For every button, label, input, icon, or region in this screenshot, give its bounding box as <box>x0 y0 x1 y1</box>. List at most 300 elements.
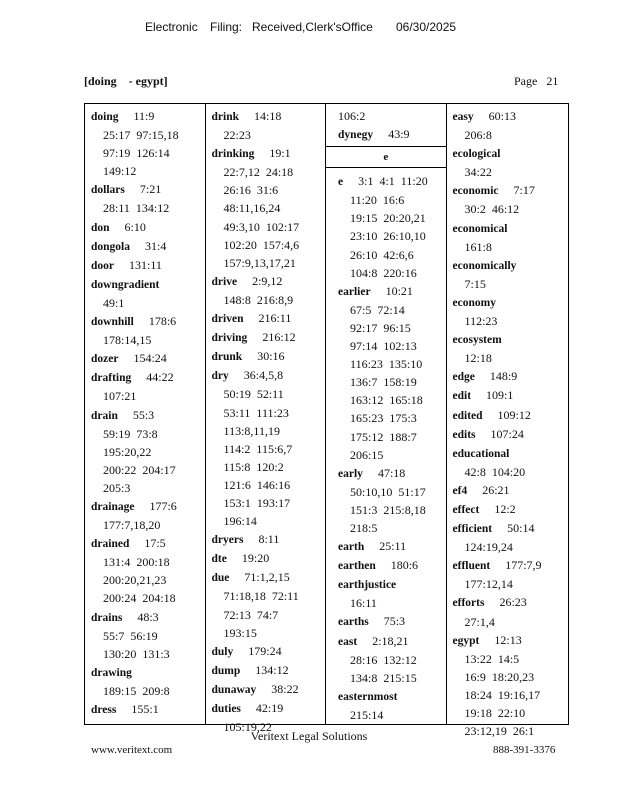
index-term-line <box>453 144 569 163</box>
index-term-line <box>338 464 445 483</box>
index-ref: 109:1 <box>486 388 514 403</box>
index-entry-group <box>326 125 445 144</box>
footer-phone: 888-391-3376 <box>493 744 556 756</box>
index-term: educational <box>452 447 510 460</box>
index-ref: 130:20 131:3 <box>103 646 170 661</box>
index-entry-group <box>453 144 569 181</box>
index-ref: 18:24 19:16,17 <box>464 687 541 702</box>
index-entry-group <box>91 107 205 180</box>
index-term: effluent <box>452 560 491 573</box>
index-term-line <box>91 275 205 294</box>
index-term-line <box>453 406 569 425</box>
index-ref: 53:11 111:23 <box>223 405 289 420</box>
index-ref: 106:2 <box>338 109 366 123</box>
index-entry-group <box>91 663 205 700</box>
index-term-line <box>453 293 569 312</box>
footer-company: Veritext Legal Solutions <box>250 729 368 743</box>
index-term: door <box>91 259 114 272</box>
index-entry <box>91 218 205 237</box>
index-entry <box>332 537 445 556</box>
index-ref: 116:23 135:10 <box>350 357 423 372</box>
index-range: [doing - egypt] <box>84 74 168 88</box>
index-ref: 177:12,14 <box>464 577 513 592</box>
index-term-line <box>91 368 205 387</box>
index-entry <box>212 144 326 272</box>
index-column-4 <box>447 104 569 739</box>
index-term: duly <box>211 645 234 658</box>
index-ref: 49:3,10 102:17 <box>223 219 300 234</box>
index-term-line <box>338 125 445 144</box>
index-entry-group <box>91 256 205 275</box>
index-ref: 3:1 4:1 11:20 <box>358 174 428 189</box>
index-entry-group <box>91 349 205 368</box>
index-ref: 26:16 31:6 <box>223 183 279 198</box>
index-term: doing <box>91 111 119 123</box>
index-ref: 26:21 <box>482 482 510 497</box>
index-ref: 102:20 157:4,6 <box>223 237 300 252</box>
index-term: economically <box>452 259 517 272</box>
index-term: earthen <box>338 560 376 573</box>
index-term: downgradient <box>91 278 160 291</box>
index-term: drainage <box>91 500 135 513</box>
index-entry-group <box>326 464 445 537</box>
index-term-line <box>212 144 326 163</box>
index-entry <box>91 368 205 405</box>
index-term: egypt <box>452 634 480 647</box>
index-term: dollars <box>91 184 125 197</box>
index-ref: 218:5 <box>350 520 378 535</box>
page-number: Page 21 <box>514 74 559 88</box>
index-ref: 200:22 204:17 <box>103 462 176 477</box>
index-entry-group <box>453 386 569 405</box>
index-ref: 107:24 <box>490 426 524 441</box>
index-entry-group <box>212 366 326 530</box>
index-ref: 134:12 <box>255 662 289 677</box>
index-ref: 71:18,18 72:11 <box>223 589 299 604</box>
index-term-line <box>212 328 326 347</box>
index-term-line <box>91 534 205 553</box>
index-ref: 48:3 <box>137 609 159 624</box>
index-entry <box>91 237 205 256</box>
index-term-line <box>453 386 569 405</box>
index-entry <box>453 181 569 218</box>
index-ref: 43:9 <box>388 127 410 142</box>
index-ref: 50:14 <box>507 521 535 536</box>
index-term-line <box>453 631 569 650</box>
index-term-line <box>91 608 205 627</box>
index-term-line <box>91 218 205 237</box>
index-entry <box>212 661 326 680</box>
index-ref: 47:18 <box>377 465 406 480</box>
index-ref: 44:22 <box>146 370 174 385</box>
index-entry <box>91 275 205 312</box>
index-term: dynegy <box>338 129 374 142</box>
index-ref: 113:8,11,19 <box>223 423 280 438</box>
index-ref: 13:22 14:5 <box>464 651 520 666</box>
index-entry-group <box>326 612 445 631</box>
index-entry <box>453 444 569 481</box>
index-entry-group <box>326 172 445 282</box>
index-ref: 60:13 <box>488 109 516 123</box>
index-entry <box>212 680 326 699</box>
index-ref: 193:15 <box>223 625 257 640</box>
index-ref: 206:8 <box>464 128 492 143</box>
index-term-line <box>212 568 326 587</box>
index-ref: 200:24 204:18 <box>103 591 176 606</box>
index-term: e <box>338 176 344 189</box>
index-ref: 30:16 <box>257 349 285 364</box>
index-entry-group <box>453 556 569 593</box>
index-term-line <box>338 537 445 556</box>
index-entry-group <box>453 519 569 556</box>
index-entry <box>453 425 569 444</box>
index-term: earth <box>338 541 365 554</box>
index-ref: 27:1,4 <box>464 614 495 629</box>
index-ref: 196:14 <box>223 514 257 529</box>
index-entry-group <box>453 500 569 519</box>
index-term: dress <box>91 704 117 716</box>
index-ref: 42:8 104:20 <box>464 464 526 479</box>
index-ref: 38:22 <box>271 681 299 696</box>
index-entry <box>212 272 326 309</box>
index-entry <box>212 328 326 347</box>
index-ref: 161:8 <box>464 239 492 254</box>
header-electronic: Electronic <box>145 20 198 34</box>
index-ref: 10:21 <box>385 283 413 298</box>
index-entry-group <box>212 272 326 309</box>
index-entry <box>91 700 205 719</box>
index-entry-group <box>212 144 326 272</box>
index-entry-group <box>453 330 569 367</box>
index-term-line <box>338 172 445 191</box>
index-ref: 25:11 <box>379 539 407 554</box>
index-ref: 23:12,19 26:1 <box>464 724 535 739</box>
index-entry-group <box>212 568 326 641</box>
index-ref: 7:15 <box>464 276 486 291</box>
index-column-1 <box>85 104 206 724</box>
index-ref: 131:11 <box>129 257 162 272</box>
index-entry <box>91 349 205 368</box>
index-ref: 28:16 132:12 <box>350 652 417 667</box>
index-ref: 49:1 <box>103 295 125 310</box>
index-ref: 36:4,5,8 <box>243 368 284 383</box>
index-entry <box>332 556 445 575</box>
index-term: economical <box>452 222 508 235</box>
index-ref: 11:20 16:6 <box>350 193 405 208</box>
index-entry <box>453 556 569 593</box>
index-entry-group <box>91 608 205 663</box>
index-ref: 28:11 134:12 <box>103 201 170 216</box>
index-entry <box>332 612 445 631</box>
index-term-line <box>453 330 569 349</box>
index-ref: 48:11,16,24 <box>223 201 281 216</box>
index-term: dunaway <box>211 683 257 696</box>
index-ref: 151:3 215:8,18 <box>350 502 426 517</box>
index-term: drafting <box>91 372 132 385</box>
index-ref: 16:9 18:20,23 <box>464 669 535 684</box>
index-entry-group <box>91 497 205 534</box>
index-term: early <box>338 467 363 480</box>
index-term-line <box>453 219 569 238</box>
index-entry <box>453 330 569 367</box>
index-term-line <box>338 632 445 651</box>
index-ref: 19:18 22:10 <box>464 706 526 720</box>
index-ref: 104:8 220:16 <box>350 265 417 280</box>
index-ref: 115:8 120:2 <box>223 459 284 474</box>
index-term-line <box>212 530 326 549</box>
header-filing: Filing: <box>210 20 243 34</box>
index-entry <box>332 575 445 612</box>
index-entry-group <box>212 107 326 144</box>
index-term-line <box>91 107 205 126</box>
index-term-line <box>338 282 445 301</box>
index-ref: 105:19,22 <box>223 720 272 735</box>
index-ref: 2:9,12 <box>252 273 283 288</box>
index-entry <box>453 519 569 556</box>
index-term: duties <box>211 703 241 715</box>
index-term-line <box>338 687 445 706</box>
index-ref: 216:11 <box>258 311 292 326</box>
index-term-line <box>453 181 569 200</box>
index-entry-group <box>453 444 569 481</box>
index-entry <box>453 144 569 181</box>
index-term: dryers <box>211 534 244 547</box>
index-term: drained <box>91 538 130 551</box>
index-term-line <box>212 272 326 291</box>
index-entry-group <box>326 575 445 612</box>
index-ref: 165:23 175:3 <box>350 411 417 426</box>
index-entry <box>453 367 569 386</box>
index-entry-group <box>91 312 205 349</box>
index-term-line <box>212 347 326 366</box>
index-ref: 25:17 97:15,18 <box>103 128 179 143</box>
index-entry <box>91 534 205 607</box>
index-ref: 148:8 216:8,9 <box>223 292 294 307</box>
index-ref: 149:12 <box>103 164 137 179</box>
index-ref: 206:15 <box>350 447 384 462</box>
index-term: due <box>211 572 230 585</box>
index-ref: 157:9,13,17,21 <box>223 255 296 270</box>
index-term: effect <box>452 503 480 516</box>
index-term: drunk <box>211 351 243 364</box>
index-ref: 175:12 188:7 <box>350 429 417 444</box>
index-term-line <box>453 425 569 444</box>
index-term: dte <box>211 553 227 566</box>
index-entry-group <box>212 680 326 699</box>
index-entry-group <box>453 631 569 741</box>
index-term: ecological <box>452 148 501 161</box>
index-entry <box>91 312 205 349</box>
index-entry <box>332 125 445 144</box>
index-term-line <box>91 256 205 275</box>
index-term-line <box>212 680 326 699</box>
index-term-line <box>91 349 205 368</box>
index-ref: 16:11 <box>350 596 377 611</box>
index-term: edits <box>452 428 476 441</box>
index-term-line <box>453 367 569 386</box>
index-ref: 109:12 <box>497 407 531 422</box>
index-entry-group <box>453 107 569 144</box>
index-ref: 121:6 146:16 <box>223 477 291 492</box>
index-term-line <box>91 180 205 199</box>
index-entry-group <box>326 537 445 556</box>
index-ref: 97:19 126:14 <box>103 146 170 161</box>
index-entry-group <box>91 368 205 405</box>
index-term-line <box>91 497 205 516</box>
header-received: Received,Clerk'sOffice <box>252 20 373 34</box>
index-ref: 136:7 158:19 <box>350 375 417 390</box>
index-entry <box>453 500 569 519</box>
index-ref: 19:1 <box>269 146 291 161</box>
index-term: edit <box>452 390 472 403</box>
index-entry <box>332 632 445 687</box>
index-term-line <box>453 593 569 612</box>
index-term: dongola <box>91 240 130 253</box>
index-ref: 155:1 <box>131 702 159 716</box>
index-entry <box>212 347 326 366</box>
index-entry <box>453 219 569 256</box>
index-entry <box>212 568 326 641</box>
index-entry <box>453 293 569 330</box>
index-term: edited <box>452 409 483 422</box>
index-entry-group <box>91 180 205 217</box>
index-ref: 12:18 <box>464 351 492 366</box>
index-ref: 12:13 <box>494 632 522 647</box>
index-ref: 22:7,12 24:18 <box>223 165 294 180</box>
index-entry <box>332 687 445 724</box>
index-entry-group <box>212 328 326 347</box>
index-ref: 67:5 72:14 <box>350 302 405 317</box>
index-term: easternmost <box>338 690 398 703</box>
index-entry-group <box>91 218 205 237</box>
index-entry <box>453 631 569 741</box>
index-ref: 178:6 <box>148 314 177 329</box>
index-ref: 55:7 56:19 <box>103 628 158 643</box>
index-ref: 34:22 <box>464 165 492 180</box>
index-term-line <box>212 699 326 718</box>
header-date: 06/30/2025 <box>396 20 457 34</box>
index-ref: 19:15 20:20,21 <box>350 211 426 226</box>
index-entry-group <box>212 530 326 549</box>
index-ref: 7:17 <box>513 183 535 198</box>
index-entry-group <box>453 425 569 444</box>
index-entry-group <box>453 367 569 386</box>
index-ref: 42:19 <box>255 701 284 715</box>
index-term-line <box>338 575 445 594</box>
index-ref: 30:2 46:12 <box>464 202 520 217</box>
index-ref: 107:21 <box>103 389 137 404</box>
index-term-line <box>453 444 569 463</box>
index-entry-group <box>453 181 569 218</box>
index-entry-group <box>453 481 569 500</box>
index-term: driving <box>211 332 248 345</box>
index-ref: 19:20 <box>241 551 270 566</box>
index-ref: 7:21 <box>139 182 162 197</box>
index-ref: 114:2 115:6,7 <box>223 441 293 456</box>
index-entry <box>453 386 569 405</box>
index-ref: 180:6 <box>390 558 419 573</box>
index-entry <box>212 530 326 549</box>
index-entry <box>91 497 205 534</box>
index-ref: 112:23 <box>464 314 498 329</box>
index-term-line <box>212 309 326 328</box>
index-entry <box>91 663 205 700</box>
index-column-3 <box>326 104 446 724</box>
index-term-line <box>91 700 205 719</box>
index-entry-group <box>326 282 445 464</box>
index-entry <box>212 549 326 568</box>
index-term: dozer <box>91 353 119 366</box>
index-term-line <box>338 556 445 575</box>
index-term: drink <box>211 111 240 123</box>
index-term: drawing <box>91 666 132 679</box>
index-ref: 6:10 <box>124 219 146 234</box>
index-ref: 12:2 <box>494 501 516 516</box>
index-entry <box>332 464 445 537</box>
index-term: drinking <box>211 148 255 161</box>
index-ref: 72:13 74:7 <box>223 607 279 622</box>
index-term-line <box>338 612 445 631</box>
index-entry <box>91 256 205 275</box>
index-term-line <box>91 406 205 425</box>
index-ref: 148:9 <box>489 369 518 384</box>
index-entry <box>91 107 205 180</box>
index-entry-group <box>453 219 569 256</box>
index-entry-group <box>91 275 205 312</box>
index-ref: 55:3 <box>132 407 155 422</box>
index-entry <box>453 256 569 293</box>
index-term: economy <box>452 296 496 309</box>
footer-website: www.veritext.com <box>91 744 173 756</box>
index-ref: 71:1,2,15 <box>244 570 290 585</box>
index-ref: 205:3 <box>103 480 131 495</box>
index-ref: 177:7,18,20 <box>103 518 161 533</box>
index-ref: 163:12 165:18 <box>350 393 423 408</box>
index-entry-group <box>326 632 445 687</box>
index-term: economic <box>452 185 499 198</box>
index-ref: 216:12 <box>262 330 296 345</box>
index-ref: 92:17 96:15 <box>350 320 411 335</box>
index-term-line <box>212 661 326 680</box>
index-entry-group <box>91 406 205 497</box>
filing-stamp-header <box>0 20 618 38</box>
index-term: ef4 <box>452 484 468 497</box>
index-ref: 131:4 200:18 <box>103 555 170 570</box>
index-term-line <box>212 366 326 385</box>
index-term-line <box>453 500 569 519</box>
index-term: downhill <box>91 316 134 329</box>
index-term: drains <box>91 611 123 624</box>
index-entry-group <box>453 593 569 630</box>
index-term: ecosystem <box>452 334 502 347</box>
index-ref: 22:23 <box>223 128 251 143</box>
index-entry-group <box>212 661 326 680</box>
index-ref: 195:20,22 <box>103 444 152 459</box>
index-ref: 26:10 42:6,6 <box>350 247 414 262</box>
index-entry <box>453 593 569 630</box>
index-term: edge <box>452 371 475 384</box>
index-entry-group <box>91 237 205 256</box>
index-entry <box>212 309 326 328</box>
index-ref: 8:11 <box>258 532 280 547</box>
index-term: east <box>338 635 358 648</box>
index-term: driven <box>211 313 244 326</box>
index-ref: 75:3 <box>383 614 406 629</box>
index-term: dump <box>211 664 241 677</box>
index-term-line <box>453 107 569 126</box>
index-ref: 31:4 <box>145 238 167 253</box>
index-ref: 200:20,21,23 <box>103 573 167 588</box>
